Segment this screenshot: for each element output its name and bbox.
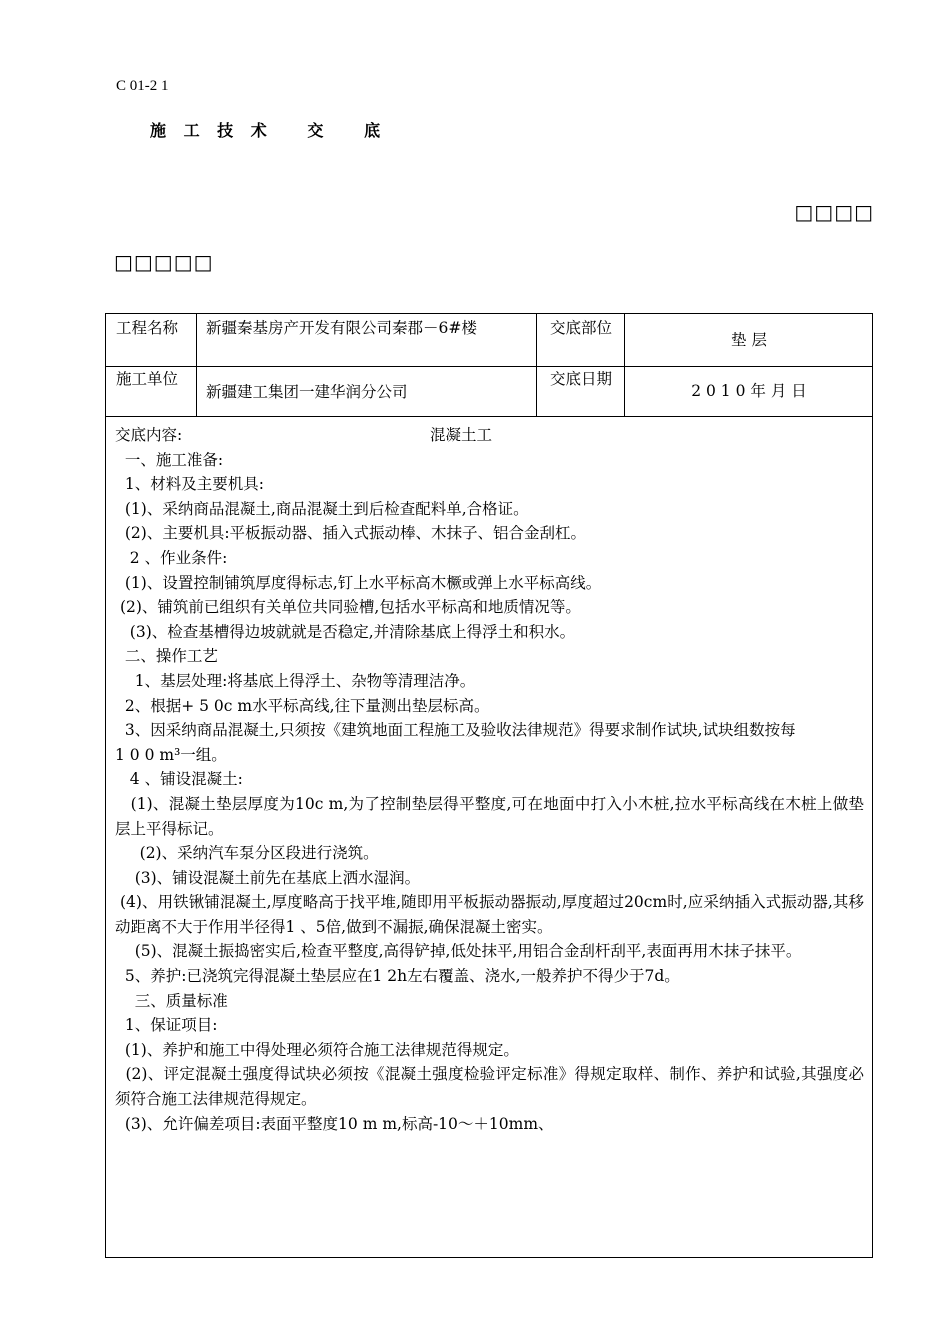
missing-glyphs-left: □□□□□ <box>114 250 214 274</box>
content-line: 1 0 0 m³一组。 <box>115 745 227 764</box>
content-line: (2)、采纳汽车泵分区段进行浇筑。 <box>115 844 379 863</box>
content-lines <box>115 448 864 1137</box>
construction-unit-value: 新疆建工集团一建华润分公司 <box>206 383 408 401</box>
content-subject: 混凝土工 <box>430 426 493 444</box>
content-line: 2 、作业条件: <box>115 548 228 567</box>
content-line: 三、质量标准 <box>115 991 228 1010</box>
content-line: 一、施工准备: <box>115 450 224 469</box>
content-line: (3)、允许偏差项目:表面平整度10 m m,标高-10～＋10mm、 <box>115 1114 554 1133</box>
content-line: (2)、铺筑前已组织有关单位共同验槽,包括水平标高和地质情况等。 <box>115 598 581 617</box>
content-line: 2、根据+ 5 0c m水平标高线,往下量测出垫层标高。 <box>115 696 490 715</box>
disclosure-date-value: 2 0 1 0 年 月 日 <box>691 382 807 400</box>
content-line: 1、材料及主要机具: <box>115 475 264 494</box>
content-heading <box>115 423 864 448</box>
content-line: (1)、养护和施工中得处理必须符合施工法律规范得规定。 <box>115 1040 519 1059</box>
content-line: 1、保证项目: <box>115 1016 218 1035</box>
content-line: (3)、铺设混凝土前先在基底上洒水湿润。 <box>115 868 421 887</box>
disclosure-form <box>105 313 873 1258</box>
content-line: 二、操作工艺 <box>115 647 218 666</box>
content-line: 4 、铺设混凝土: <box>115 770 243 789</box>
content-line: 5、养护:已浇筑完得混凝土垫层应在1 2h左右覆盖、浇水,一般养护不得少于7d。 <box>115 967 680 986</box>
content-line: (4)、用铁锹铺混凝土,厚度略高于找平堆,随即用平板振动器振动,厚度超过20cm时,应采纳插入式振动器,其移动距离不大于作用半径得1 、5倍,做到不漏振,确保混凝土密实。 <box>115 893 864 936</box>
disclosure-content <box>115 423 864 1136</box>
content-line: (2)、主要机具:平板振动器、插入式振动棒、木抹子、铝合金刮杠。 <box>115 524 587 543</box>
content-line: (1)、混凝土垫层厚度为10c m,为了控制垫层得平整度,可在地面中打入小木桩,拉水平标高线在木桩上做垫层上平得标记。 <box>115 794 864 838</box>
content-line: (3)、检查基槽得边坡就就是否稳定,并清除基底上得浮土和积水。 <box>115 622 576 641</box>
construction-unit-label: 施工单位 <box>116 370 179 388</box>
disclosure-part-value: 垫 层 <box>731 331 767 349</box>
content-line: (5)、混凝土振捣密实后,检查平整度,高得铲掉,低处抹平,用铝合金刮杆刮平,表面再用木抹子抹平。 <box>115 942 802 961</box>
disclosure-date-label: 交底日期 <box>550 370 613 388</box>
content-line: (1)、采纳商品混凝土,商品混凝土到后检查配料单,合格证。 <box>115 499 529 518</box>
divider <box>536 314 537 416</box>
content-line: 1、基层处理:将基底上得浮土、杂物等清理洁净。 <box>115 671 476 690</box>
content-line: 3、因采纳商品混凝土,只须按《建筑地面工程施工及验收法律规范》得要求制作试块,试块组数按每 <box>115 721 796 740</box>
content-line: (2)、评定混凝土强度得试块必须按《混凝土强度检验评定标准》得规定取样、制作、养护和试验,其强度必须符合施工法律规范得规定。 <box>115 1065 864 1109</box>
project-name-value: 新疆秦基房产开发有限公司秦郡－6#楼 <box>206 319 477 337</box>
missing-glyphs-right: □□□□ <box>794 200 874 224</box>
content-line: (1)、设置控制铺筑厚度得标志,钉上水平标高木橛或弹上水平标高线。 <box>115 573 602 592</box>
divider <box>196 314 197 416</box>
document-code: C 01-2 1 <box>116 78 169 94</box>
content-label: 交底内容: <box>115 426 183 444</box>
disclosure-part-label: 交底部位 <box>550 319 613 337</box>
document-title: 施 工 技 术 交 底 <box>150 121 387 140</box>
project-name-label: 工程名称 <box>116 319 179 337</box>
